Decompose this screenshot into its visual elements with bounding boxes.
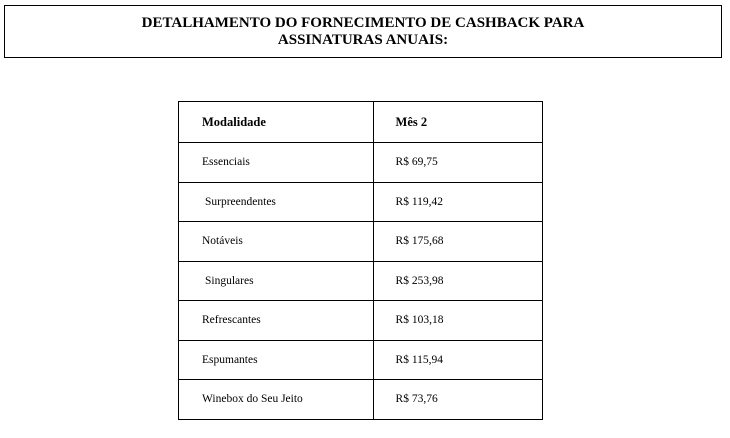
cashback-table-wrapper — [178, 101, 543, 420]
cell-valor: R$ 253,98 — [373, 261, 542, 301]
cell-valor: R$ 175,68 — [373, 222, 542, 262]
table-row — [179, 301, 543, 341]
cell-valor: R$ 115,94 — [373, 340, 542, 380]
cell-modalidade: Essenciais — [179, 143, 374, 183]
title-box — [4, 5, 722, 58]
table-row — [179, 340, 543, 380]
cell-modalidade: Espumantes — [179, 340, 374, 380]
cell-modalidade — [179, 261, 374, 301]
cell-valor: R$ 69,75 — [373, 143, 542, 183]
cell-modalidade — [179, 182, 374, 222]
cell-valor: R$ 103,18 — [373, 301, 542, 341]
page-title-line-2: ASSINATURAS ANUAIS: — [277, 32, 449, 48]
cell-modalidade: Notáveis — [179, 222, 374, 262]
column-header-mes-2: Mês 2 — [373, 102, 542, 143]
cashback-table — [178, 101, 543, 420]
table-row — [179, 182, 543, 222]
cell-modalidade: Refrescantes — [179, 301, 374, 341]
table-row — [179, 222, 543, 262]
table-row — [179, 261, 543, 301]
table-header-row — [179, 102, 543, 143]
table-row — [179, 143, 543, 183]
cell-modalidade-text: Singulares — [205, 274, 254, 287]
cell-modalidade: Winebox do Seu Jeito — [179, 380, 374, 420]
cell-modalidade-text: Surpreendentes — [205, 195, 276, 208]
table-row — [179, 380, 543, 420]
column-header-modalidade: Modalidade — [179, 102, 374, 143]
cell-valor: R$ 73,76 — [373, 380, 542, 420]
page-title-line-1: DETALHAMENTO DO FORNECIMENTO DE CASHBACK PARA — [141, 15, 585, 31]
cell-valor: R$ 119,42 — [373, 182, 542, 222]
